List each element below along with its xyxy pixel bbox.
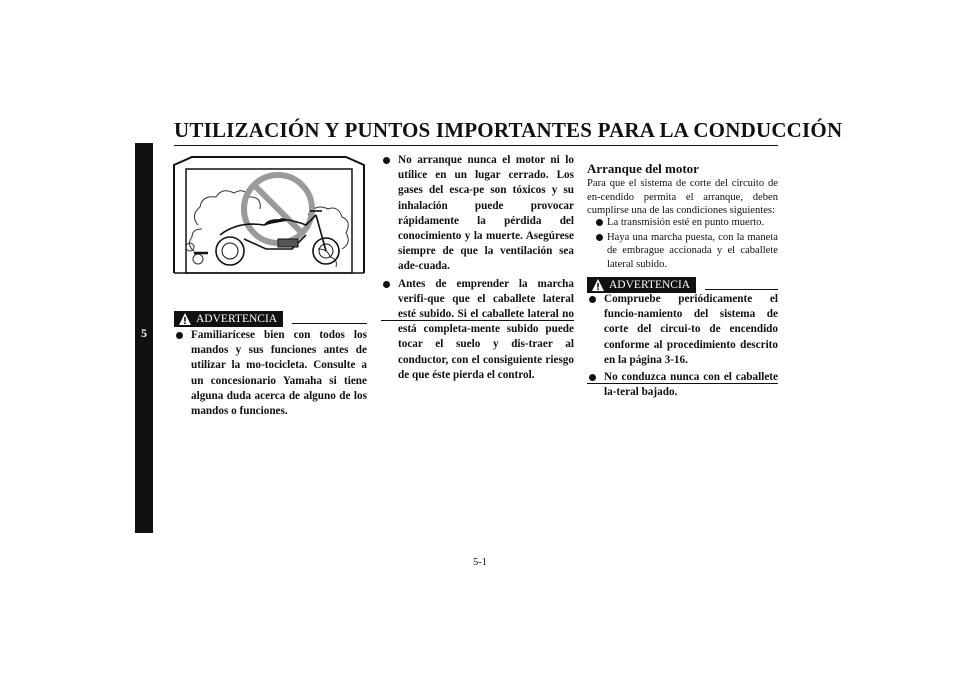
bullet-icon <box>589 296 596 303</box>
bullet-icon <box>589 374 596 381</box>
page-number: 5-1 <box>473 557 487 568</box>
section-intro: Para que el sistema de corte del circuito de en-cendido permita el arranque, deben cumplirse una de las condiciones siguientes: <box>587 178 778 216</box>
left-warning-list <box>174 328 367 421</box>
right-warning-list <box>587 292 778 402</box>
warning-triangle-icon <box>178 312 192 326</box>
chapter-number: 5 <box>141 326 147 340</box>
warning-top-rule <box>705 289 778 290</box>
middle-warning-list <box>381 153 574 385</box>
warning-label: ADVERTENCIA <box>609 279 691 291</box>
warning-top-rule <box>292 323 367 324</box>
prohibition-sign-icon <box>244 175 312 243</box>
bullet-icon <box>383 157 390 164</box>
bullet-icon <box>176 332 183 339</box>
chapter-tab <box>135 143 153 533</box>
warning-label: ADVERTENCIA <box>196 313 278 325</box>
section-title: Arranque del motor <box>587 161 699 176</box>
warning-triangle-icon <box>591 278 605 292</box>
warning-bottom-rule <box>587 383 778 384</box>
page-title: UTILIZACIÓN Y PUNTOS IMPORTANTES PARA LA CONDUCCIÓN <box>174 118 843 142</box>
left-warning <box>174 311 367 418</box>
warning-badge <box>174 311 283 327</box>
list-item: No conduzca nunca con el caballete la-teral bajado. <box>587 370 778 400</box>
middle-warning-bottom-rule <box>381 320 574 321</box>
bullet-icon <box>596 219 603 226</box>
list-item: No arranque nunca el motor ni lo utilice en un lugar cerrado. Los gases del esca-pe son tóxicos y su inhalación puede provocar rápidamente la pérdida del conocimiento y la muerte. Asegúrese siempre de que la ventilación sea ade-cuada. <box>381 153 574 275</box>
list-item: Familiarícese bien con todos los mandos y sus funciones antes de utilizar la mo-tocicleta. Consulte a un concesionario Yamaha si tiene alguna duda acerca de alguno de los mandos o funciones. <box>174 328 367 419</box>
bullet-icon <box>596 234 603 241</box>
bullet-icon <box>383 281 390 288</box>
list-item: Haya una marcha puesta, con la maneta de embrague accionada y el caballete lateral subido. <box>587 231 778 272</box>
garage-motorcycle-illustration <box>168 155 370 281</box>
list-item: Antes de emprender la marcha verifi-que que el caballete lateral esté subido. Si el caballete lateral no está completa-mente subido puede tocar el suelo y dis-traer al conductor, con el consiguiente riesgo de que éste pierda el control. <box>381 277 574 383</box>
right-warning <box>587 277 778 399</box>
list-item: Compruebe periódicamente el funcio-namiento del sistema de corte del circui-to de encendido conforme al procedimiento descrito en la página 3-16. <box>587 292 778 368</box>
warning-badge <box>587 277 696 293</box>
conditions-list <box>587 216 778 272</box>
header-rule <box>174 145 778 146</box>
list-item: La transmisión esté en punto muerto. <box>587 216 778 230</box>
